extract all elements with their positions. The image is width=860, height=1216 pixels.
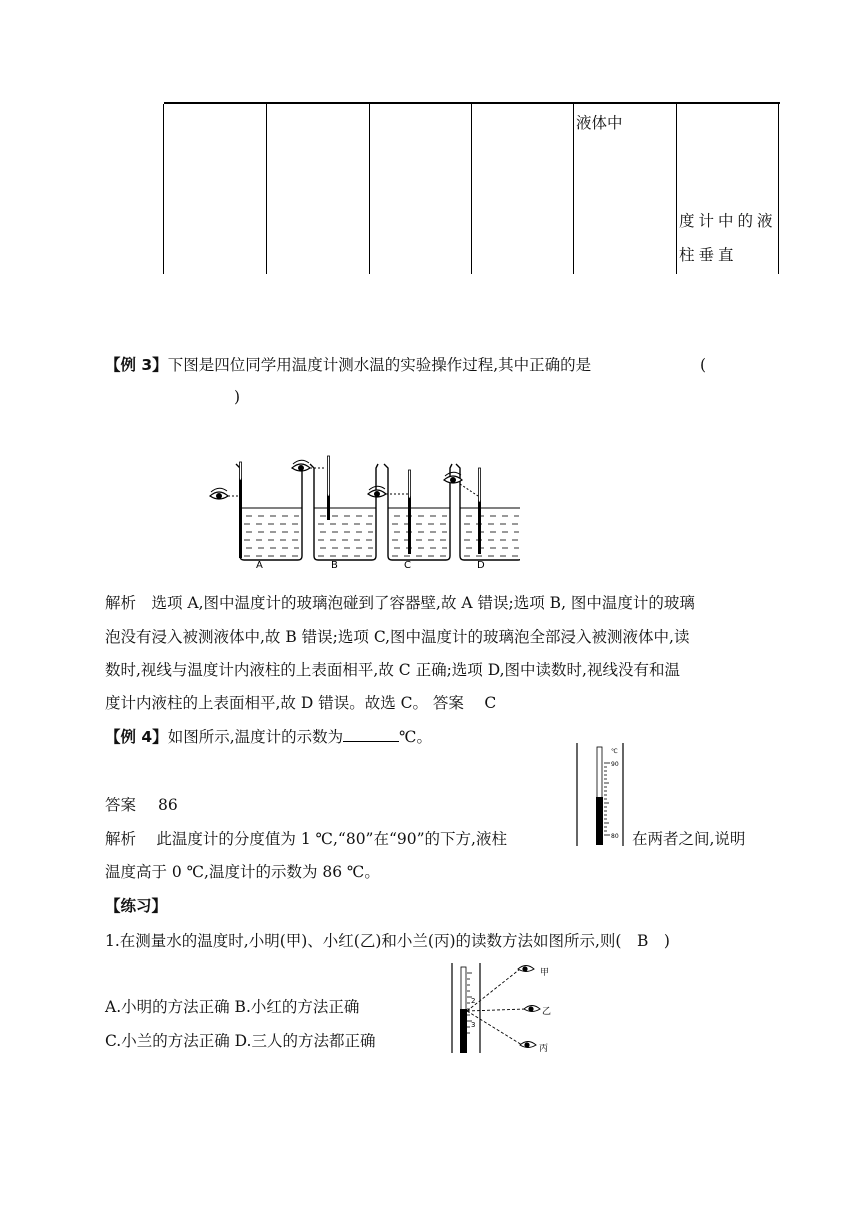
figure-label-c: C — [404, 560, 411, 571]
table-col-border — [471, 104, 472, 274]
example4-analysis-left: 解析 此温度计的分度值为 1 ℃,“80”在“90”的下方,液柱 — [105, 830, 507, 848]
beaker-figure — [200, 448, 520, 572]
table-cell: 柱垂直 — [679, 246, 738, 264]
table-col-border — [778, 104, 779, 274]
answer-value: 86 — [158, 796, 178, 814]
label-bing: 丙 — [539, 1044, 549, 1054]
analysis-line: 数时,视线与温度计内液柱的上表面相平,故 C 正确;选项 D,图中读数时,视线没有和温 — [105, 661, 680, 679]
table-col-border — [676, 104, 677, 274]
table-col-border — [163, 104, 164, 274]
table-col-border — [369, 104, 370, 274]
eye-icon — [520, 1042, 536, 1048]
answer-blank — [343, 727, 399, 742]
label-jia: 甲 — [540, 968, 550, 978]
table-fragment — [164, 102, 780, 274]
example3-paren-open: ( — [700, 356, 707, 374]
practice-options-line: C.小兰的方法正确 D.三人的方法都正确 — [105, 1032, 376, 1050]
example3-paren-close: ) — [234, 388, 241, 406]
figure-label-b: B — [331, 560, 338, 571]
example3-question-line — [105, 354, 591, 376]
answer-label: 答案 — [105, 796, 137, 814]
table-col-border — [266, 104, 267, 274]
example4-unit: ℃。 — [399, 728, 432, 746]
analysis-line: 度计内液柱的上表面相平,故 D 错误。故选 C。 答案 C — [105, 694, 497, 712]
example4-analysis-right: 在两者之间,说明 — [632, 830, 746, 848]
example4-answer-line — [105, 794, 178, 816]
practice-heading: 【练习】 — [105, 897, 168, 915]
practice-options-line: A.小明的方法正确 B.小红的方法正确 — [105, 998, 360, 1016]
example3-tag: 【例 3】 — [105, 356, 168, 374]
example4-analysis-line2: 温度高于 0 ℃,温度计的示数为 86 ℃。 — [105, 863, 380, 881]
reading-method-figure — [450, 963, 560, 1055]
figure-label-d: D — [477, 560, 485, 571]
thermometer-tick-80: 80 — [611, 833, 619, 840]
example4-question-line — [105, 726, 432, 748]
table-cell: 液体中 — [576, 114, 623, 132]
example3-question: 下图是四位同学用温度计测水温的实验操作过程,其中正确的是 — [167, 356, 592, 374]
example4-tag: 【例 4】 — [105, 728, 168, 746]
tick-label-3: 3 — [471, 1021, 476, 1029]
practice-question-1: 1.在测量水的温度时,小明(甲)、小红(乙)和小兰(丙)的读数方法如图所示,则( B ) — [105, 932, 670, 950]
eye-icon — [518, 966, 534, 972]
figure-label-a: A — [256, 560, 263, 571]
tick-label-2: 2 — [471, 997, 476, 1005]
table-col-border — [573, 104, 574, 274]
eye-icon — [524, 1006, 540, 1012]
example4-question: 如图所示,温度计的示数为 — [167, 728, 344, 746]
analysis-line: 泡没有浸入被测液体中,故 B 错误;选项 C,图中温度计的玻璃泡全部浸入被测液体中,读 — [105, 628, 690, 646]
label-yi: 乙 — [542, 1007, 552, 1017]
thermometer-unit: ℃ — [611, 748, 618, 755]
thermometer-tick-90: 90 — [611, 761, 619, 768]
thermometer-figure — [575, 743, 631, 846]
analysis-line: 解析 选项 A,图中温度计的玻璃泡碰到了容器壁,故 A 错误;选项 B, 图中温度计的玻璃 — [105, 594, 695, 612]
table-cell: 度计中的液 — [679, 212, 777, 230]
